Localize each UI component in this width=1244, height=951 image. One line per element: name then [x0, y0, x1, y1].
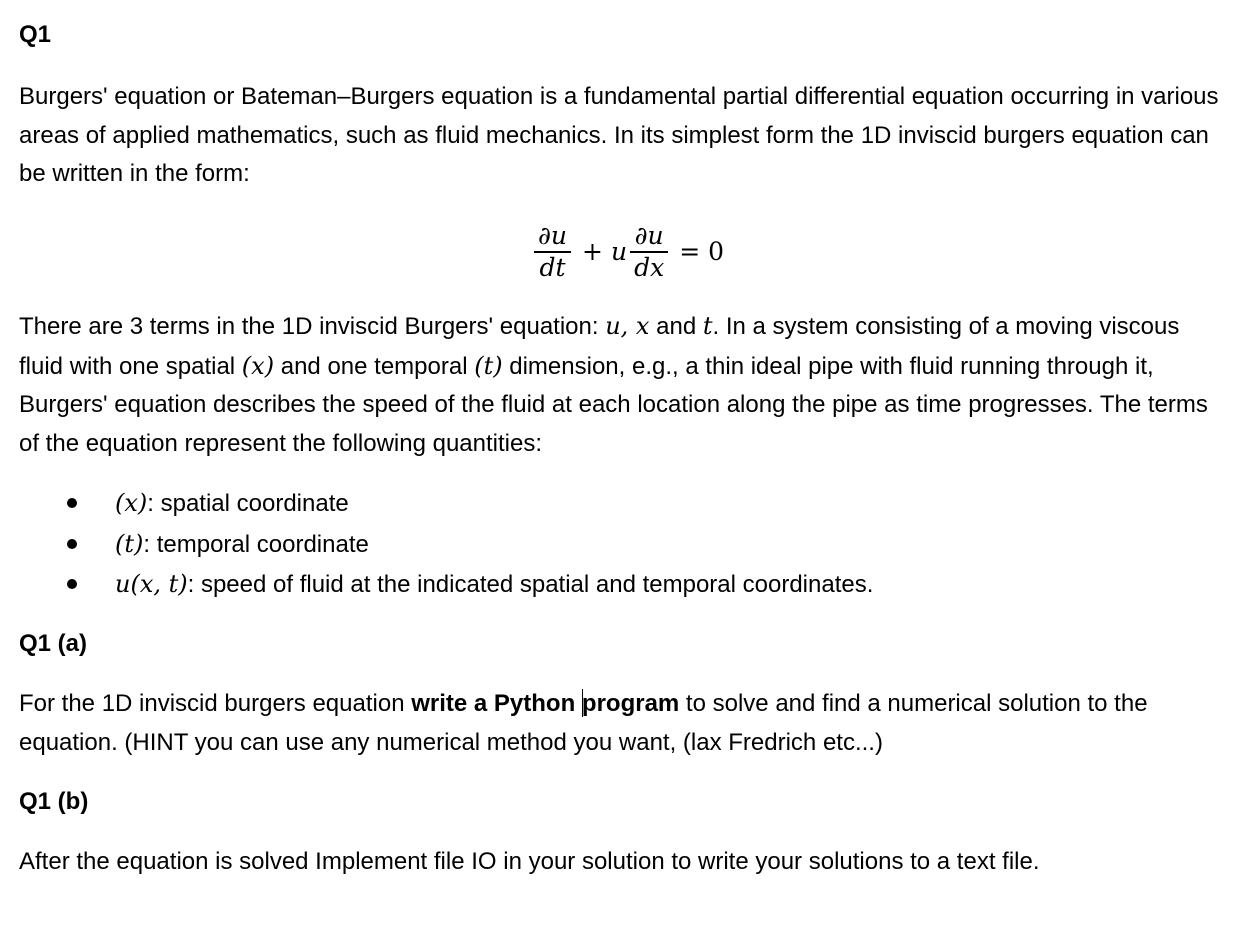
terms-part3: and one temporal: [274, 352, 475, 380]
list-item-text: : speed of fluid at the indicated spatial and temporal coordinates.: [187, 571, 874, 598]
list-item: [19, 483, 873, 524]
terms-part1: There are 3 terms in the 1D inviscid Burgers' equation:: [19, 313, 606, 340]
q1-intro-paragraph: Burgers' equation or Bateman–Burgers equation is a fundamental partial differential equation occurring in various areas of applied mathematics, such as fluid mechanics. In its simplest form the 1D inviscid burgers equation can be written in the form:: [19, 83, 1219, 188]
q1b-paragraph: After the equation is solved Implement file IO in your solution to write your solutions to a text file.: [19, 848, 1040, 875]
u-variable: u: [610, 236, 628, 266]
q1a-paragraph: [19, 685, 1224, 762]
plus-sign: +: [582, 236, 603, 266]
frac1-numerator: ∂u: [538, 221, 568, 251]
q1b-heading: Q1 (b): [19, 788, 89, 815]
q1a-text-after: to solve and find a numerical solution to the equation. (HINT you can use any numerical method you want, (lax Fredrich etc...): [19, 690, 1148, 756]
q1-heading: Q1: [19, 21, 52, 48]
terms-paragraph: [19, 307, 1224, 463]
rhs-zero: 0: [708, 236, 725, 266]
terms-t: t: [702, 312, 713, 340]
terms-part4: dimension, e.g., a thin ideal pipe with fluid running through it, Burgers' equation describes the speed of the fluid at each location along the pipe as time progresses. The terms of the equation represent the following quantities:: [19, 352, 1208, 457]
q1a-heading: Q1 (a): [19, 630, 88, 657]
bullet-icon: [67, 579, 77, 589]
burgers-equation: [531, 212, 724, 292]
bullet-icon: [67, 498, 77, 508]
du-dx-fraction: [630, 221, 668, 283]
terms-and: and: [649, 313, 703, 340]
list-item: [19, 564, 873, 605]
list-item: [19, 524, 873, 565]
list-item-math: (t): [115, 529, 144, 558]
frac2-numerator: ∂u: [634, 221, 664, 251]
list-item-text: : temporal coordinate: [143, 530, 369, 558]
list-item-math: (x): [115, 489, 148, 517]
bullet-icon: [67, 539, 77, 549]
terms-part2: . In a system consisting of a moving viscous fluid with one spatial: [19, 313, 1180, 380]
terms-list: [19, 483, 873, 605]
equals-sign: =: [679, 236, 701, 266]
du-dt-fraction: [534, 221, 571, 283]
list-item-math: u(x, t): [115, 570, 188, 598]
q1a-bold-program: program: [581, 690, 680, 717]
frac1-denominator: dt: [539, 252, 566, 282]
q1a-bold-write: write a Python: [411, 690, 582, 717]
frac2-denominator: dx: [634, 252, 665, 282]
q1a-text-before: For the 1D inviscid burgers equation: [19, 690, 412, 717]
terms-t-paren: (t): [474, 351, 503, 380]
list-item-text: : spatial coordinate: [147, 490, 349, 517]
terms-x-paren: (x): [241, 351, 275, 380]
terms-vars: u, x: [605, 312, 650, 340]
